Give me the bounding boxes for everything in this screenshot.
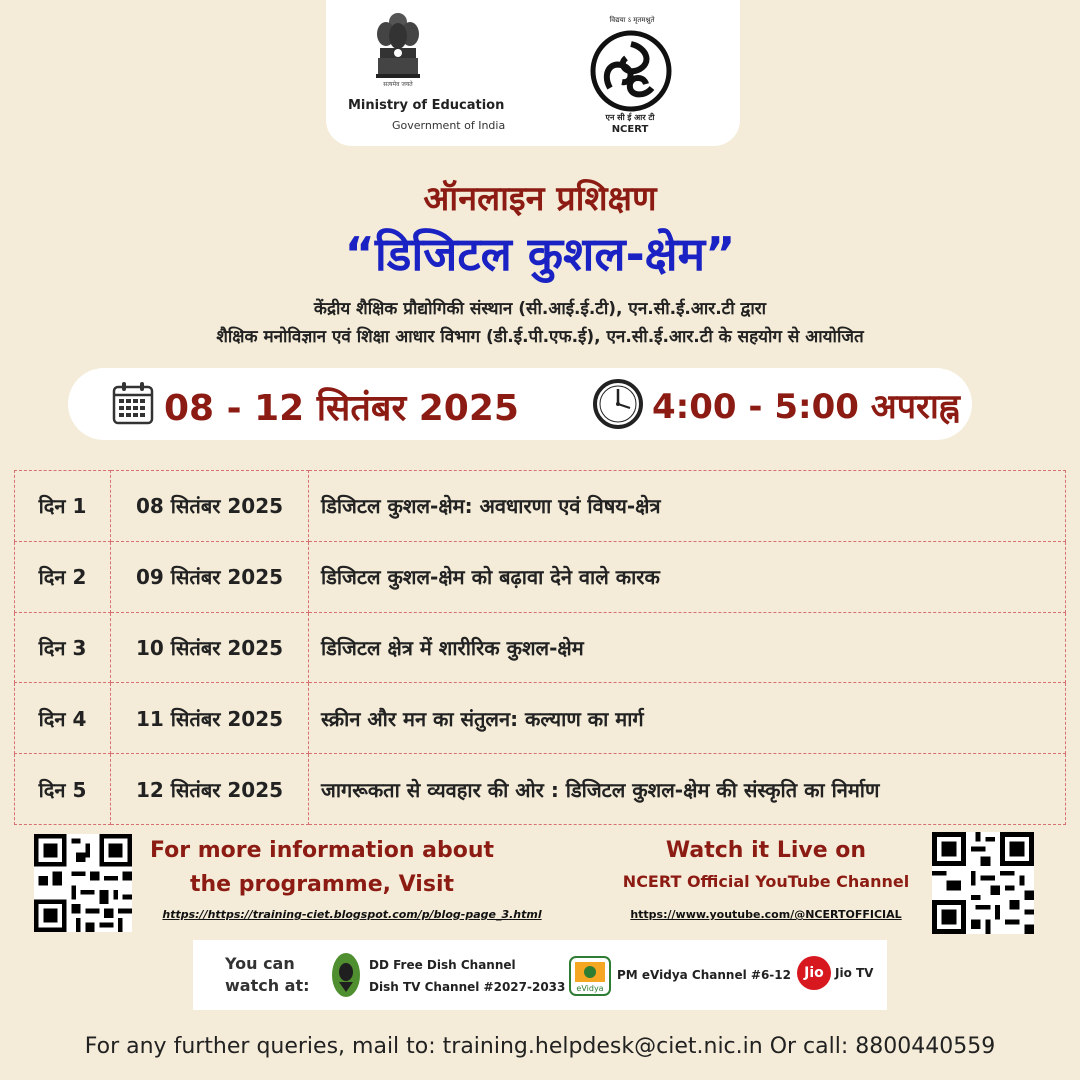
dish-tv-label: Dish TV Channel #2027-2033 <box>369 980 566 994</box>
ncert-logo-icon <box>590 30 672 112</box>
jio-tv-label: Jio TV <box>835 966 874 980</box>
table-row <box>15 541 1066 612</box>
jio-logo-icon: Jio <box>797 956 831 990</box>
session-date: 08 सितंबर 2025 <box>111 471 309 542</box>
date-time-banner <box>68 368 972 440</box>
session-date: 11 सितंबर 2025 <box>111 683 309 754</box>
info-qr-code-icon[interactable] <box>34 834 132 932</box>
organizer-line-2: शैक्षिक मनोविज्ञान एवं शिक्षा आधार विभाग (डी.ई.पी.एफ.ई), एन.सी.ई.आर.टी के सहयोग से आयोजित <box>216 327 864 347</box>
programme-dates: 08 - 12 सितंबर 2025 <box>164 388 519 429</box>
clock-icon <box>592 378 644 430</box>
ministry-name: Ministry of Education <box>348 98 505 113</box>
session-topic: जागरूकता से व्यवहार की ओर : डिजिटल कुशल-क्षेम की संस्कृति का निर्माण <box>309 754 1066 825</box>
session-topic: डिजिटल कुशल-क्षेम: अवधारणा एवं विषय-क्षेत्र <box>309 471 1066 542</box>
session-date: 12 सितंबर 2025 <box>111 754 309 825</box>
youtube-link[interactable]: https://www.youtube.com/@NCERTOFFICIAL <box>630 908 902 921</box>
table-row <box>15 471 1066 542</box>
session-schedule-table <box>14 470 1066 825</box>
ncert-hindi-name: एन सी ई आर टी <box>605 113 655 122</box>
organizer-line-1: केंद्रीय शैक्षिक प्रौद्योगिकी संस्थान (सी.आई.ई.टी), एन.सी.ई.आर.टी द्वारा <box>313 299 767 319</box>
table-row <box>15 612 1066 683</box>
session-day: दिन 1 <box>15 471 111 542</box>
watch-label-line-2: watch at: <box>225 976 310 995</box>
programme-title: “डिजिटल कुशल-क्षेम” <box>344 227 736 281</box>
logo-card <box>326 0 740 146</box>
ncert-motto: विद्यया ऽ मृतमश्नुते <box>609 16 655 24</box>
session-date: 10 सितंबर 2025 <box>111 612 309 683</box>
calendar-icon <box>112 381 154 425</box>
pm-evidya-label: PM eVidya Channel #6-12 <box>617 968 791 982</box>
youtube-qr-code-icon[interactable] <box>932 832 1034 934</box>
watch-at-banner <box>193 940 887 1010</box>
session-day: दिन 4 <box>15 683 111 754</box>
session-topic: डिजिटल कुशल-क्षेम को बढ़ावा देने वाले कारक <box>309 541 1066 612</box>
programme-time: 4:00 - 5:00 अपराह्न <box>652 387 960 427</box>
session-date: 09 सितंबर 2025 <box>111 541 309 612</box>
government-name: Government of India <box>392 119 506 132</box>
dd-free-dish-label: DD Free Dish Channel <box>369 958 516 972</box>
session-day: दिन 3 <box>15 612 111 683</box>
info-heading-line-2: the programme, Visit <box>189 872 455 897</box>
table-row <box>15 683 1066 754</box>
national-emblem-icon <box>374 10 422 80</box>
training-type-heading: ऑनलाइन प्रशिक्षण <box>423 179 657 219</box>
pm-evidya-icon-text: eVidya <box>576 984 604 993</box>
live-channel-name: NCERT Official YouTube Channel <box>622 872 910 891</box>
info-link[interactable]: https://https://training-ciet.blogspot.com/p/blog-page_3.html <box>162 908 542 921</box>
contact-footer: For any further queries, mail to: training.helpdesk@ciet.nic.in Or call: 8800440559 <box>84 1034 996 1059</box>
table-row <box>15 754 1066 825</box>
session-topic: डिजिटल क्षेत्र में शारीरिक कुशल-क्षेम <box>309 612 1066 683</box>
session-day: दिन 5 <box>15 754 111 825</box>
info-heading-line-1: For more information about <box>149 838 495 863</box>
emblem-motto: सत्यमेव जयते <box>383 81 413 88</box>
pm-evidya-icon <box>569 956 611 996</box>
live-heading: Watch it Live on <box>665 838 867 863</box>
session-day: दिन 2 <box>15 541 111 612</box>
session-topic: स्क्रीन और मन का संतुलन: कल्याण का मार्ग <box>309 683 1066 754</box>
ncert-english-name: NCERT <box>611 124 649 135</box>
dd-free-dish-icon <box>331 952 361 998</box>
watch-label-line-1: You can <box>225 954 295 973</box>
